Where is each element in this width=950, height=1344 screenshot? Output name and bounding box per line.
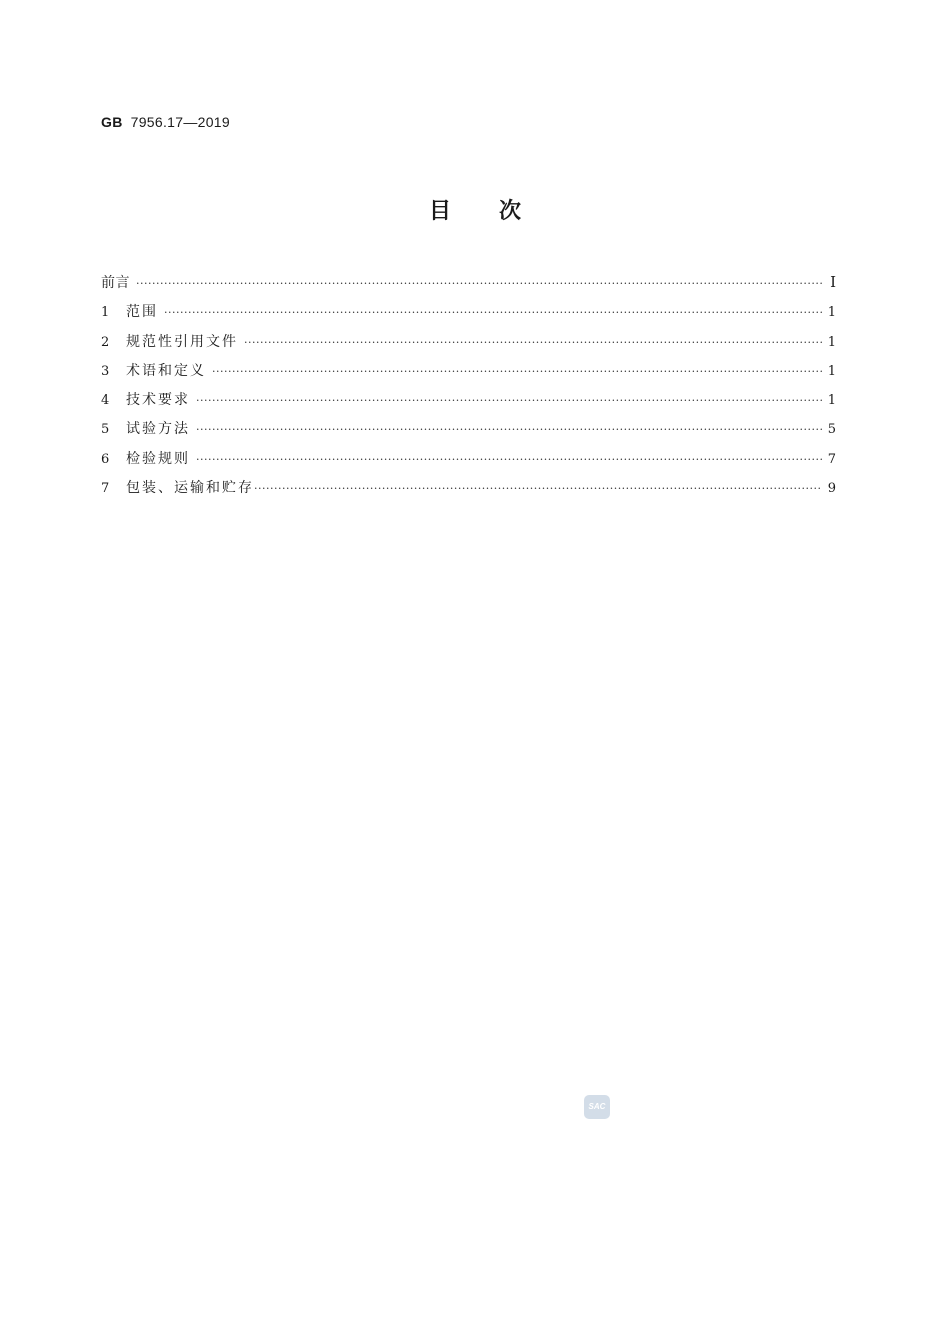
- toc-entry-number: 2: [101, 334, 110, 350]
- toc-leader-dots: [212, 365, 822, 378]
- toc-entry-2[interactable]: [101, 331, 836, 360]
- toc-entry-page: Ⅰ: [830, 273, 836, 291]
- page-title: 目次: [428, 199, 569, 224]
- sac-watermark-logo: [584, 1095, 610, 1119]
- toc-entry-label: 范围: [126, 304, 158, 321]
- toc-leader-dots: [196, 453, 822, 466]
- standard-number: 7956.17—2019: [130, 114, 230, 130]
- toc-leader-dots: [136, 277, 822, 290]
- toc-entry-number: 1: [101, 305, 110, 321]
- table-of-contents: [101, 272, 836, 506]
- toc-entry-3[interactable]: [101, 360, 836, 389]
- toc-leader-dots: [254, 482, 822, 495]
- toc-entry-5[interactable]: [101, 418, 836, 447]
- toc-entry-number: 7: [101, 481, 110, 497]
- toc-entry-foreword[interactable]: [101, 272, 836, 301]
- toc-entry-label: 规范性引用文件: [126, 333, 238, 350]
- toc-entry-label: 检验规则: [126, 450, 190, 467]
- watermark-text: SAC: [588, 1102, 606, 1111]
- toc-leader-dots: [164, 306, 822, 319]
- standard-prefix: GB: [101, 114, 123, 130]
- toc-entry-page: 1: [827, 305, 836, 321]
- toc-entry-label: 试验方法: [126, 421, 190, 438]
- toc-entry-number: 4: [101, 393, 110, 409]
- toc-entry-number: 6: [101, 451, 110, 467]
- toc-leader-dots: [196, 394, 822, 407]
- standard-code: [101, 114, 230, 130]
- toc-entry-page: 9: [827, 481, 836, 497]
- toc-leader-dots: [196, 423, 822, 436]
- toc-entry-label: 技术要求: [126, 392, 190, 409]
- toc-entry-label: 包装、运输和贮存: [126, 480, 254, 497]
- toc-entry-label: 前言: [101, 275, 130, 291]
- toc-entry-page: 1: [827, 334, 836, 350]
- toc-entry-4[interactable]: [101, 389, 836, 418]
- toc-leader-dots: [244, 336, 822, 349]
- toc-entry-page: 5: [827, 422, 836, 438]
- toc-entry-page: 7: [827, 451, 836, 467]
- toc-entry-number: 5: [101, 422, 110, 438]
- toc-entry-number: 3: [101, 363, 110, 379]
- toc-entry-page: 1: [827, 393, 836, 409]
- toc-entry-page: 1: [827, 363, 836, 379]
- toc-entry-label: 术语和定义: [126, 362, 206, 379]
- toc-entry-7[interactable]: [101, 477, 836, 506]
- toc-entry-1[interactable]: [101, 301, 836, 330]
- toc-entry-6[interactable]: [101, 448, 836, 477]
